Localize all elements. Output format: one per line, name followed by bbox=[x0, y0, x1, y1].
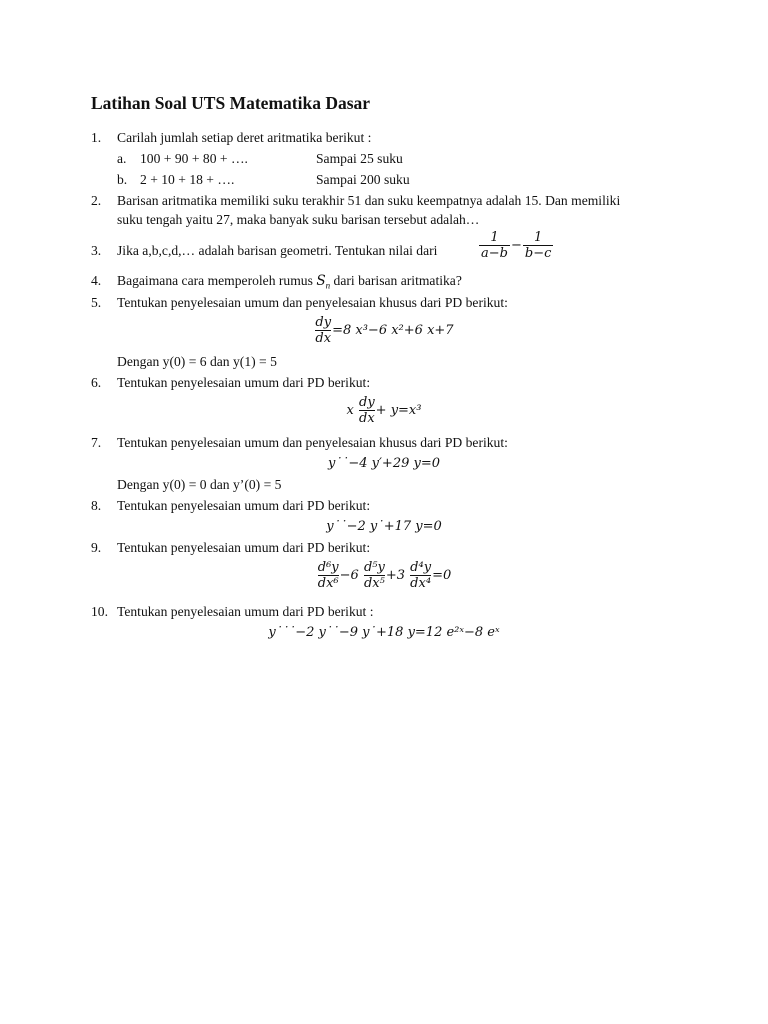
q9-f1-den: dx⁶ bbox=[317, 576, 339, 591]
q2-text-line2: suku tengah yaitu 27, maka banyak suku barisan tersebut adalah… bbox=[117, 212, 480, 227]
q5-number: 5. bbox=[91, 295, 102, 310]
q6-text: Tentukan penyelesaian umum dari PD berikut: bbox=[117, 375, 371, 390]
q6-pre: x bbox=[346, 403, 354, 418]
q9-f3-den: dx⁴ bbox=[410, 576, 432, 591]
q1-number: 1. bbox=[91, 130, 102, 145]
q7-text: Tentukan penyelesaian umum dan penyelesaian khusus dari PD berikut: bbox=[117, 435, 508, 450]
q3-minus: − bbox=[510, 238, 522, 253]
q3-number: 3. bbox=[91, 243, 102, 258]
q5-text: Tentukan penyelesaian umum dan penyelesaian khusus dari PD berikut: bbox=[117, 295, 508, 310]
q3-fraction-1 bbox=[479, 230, 510, 261]
q9-equation bbox=[0, 560, 768, 591]
q4-subscript: n bbox=[325, 280, 331, 291]
q4-text-after: dari barisan aritmatika? bbox=[333, 273, 462, 288]
q6-number: 6. bbox=[91, 375, 102, 390]
q1b-limit: Sampai 200 suku bbox=[316, 172, 410, 187]
q3-frac1-numerator: 1 bbox=[479, 230, 510, 246]
q5-rhs: =8 x³−6 x²+6 x+7 bbox=[332, 323, 454, 338]
q6-rhs: + y=x³ bbox=[375, 403, 422, 418]
q5-condition: Dengan y(0) = 6 dan y(1) = 5 bbox=[117, 354, 277, 369]
q1b-series: 2 + 10 + 18 + …. bbox=[140, 172, 235, 187]
q7-equation bbox=[0, 456, 768, 471]
q10-equation-text: y˙˙˙−2 y˙˙−9 y˙+18 y=12 e²ˣ−8 eˣ bbox=[268, 625, 500, 640]
q2-text-line1: Barisan aritmatika memiliki suku terakhir 51 dan suku keempatnya adalah 15. Dan memiliki bbox=[117, 193, 621, 208]
q9-op1: −6 bbox=[339, 568, 359, 583]
q3-frac1-denominator: a−b bbox=[481, 246, 508, 261]
q4-text-before: Bagaimana cara memperoleh rumus bbox=[117, 273, 313, 288]
q6-dy: dy bbox=[359, 395, 375, 410]
q4-number: 4. bbox=[91, 273, 102, 288]
q6-equation bbox=[0, 395, 768, 426]
q6-dx: dx bbox=[359, 411, 375, 426]
q2-number: 2. bbox=[91, 193, 102, 208]
q3-fraction-2 bbox=[523, 230, 554, 261]
q5-dx: dx bbox=[315, 331, 332, 346]
q7-equation-text: y˙˙−4 y′+29 y=0 bbox=[327, 456, 440, 471]
q10-equation bbox=[0, 625, 768, 640]
q10-text: Tentukan penyelesaian umum dari PD berikut : bbox=[117, 604, 374, 619]
q7-number: 7. bbox=[91, 435, 102, 450]
q9-rhs: =0 bbox=[432, 568, 452, 583]
q8-equation-text: y˙˙−2 y˙+17 y=0 bbox=[326, 519, 442, 534]
document-title: Latihan Soal UTS Matematika Dasar bbox=[91, 93, 371, 113]
q5-dy: dy bbox=[315, 315, 332, 330]
q8-equation bbox=[0, 519, 768, 534]
q1b-label: b. bbox=[117, 172, 128, 187]
q3-expression bbox=[478, 230, 554, 261]
q9-f2-den: dx⁵ bbox=[363, 576, 385, 591]
q9-f3-num: d⁴y bbox=[410, 560, 432, 575]
q9-text: Tentukan penyelesaian umum dari PD berikut: bbox=[117, 540, 371, 555]
q9-f1-num: d⁶y bbox=[317, 560, 339, 575]
q8-text: Tentukan penyelesaian umum dari PD berikut: bbox=[117, 498, 371, 513]
q3-frac2-denominator: b−c bbox=[524, 246, 552, 261]
q9-op2: +3 bbox=[385, 568, 406, 583]
q8-number: 8. bbox=[91, 498, 102, 513]
q1a-limit: Sampai 25 suku bbox=[316, 151, 403, 166]
q10-number: 10. bbox=[91, 604, 108, 619]
q4-symbol: S bbox=[316, 273, 326, 289]
q5-equation bbox=[0, 315, 768, 346]
q7-condition: Dengan y(0) = 0 dan y’(0) = 5 bbox=[117, 477, 282, 492]
q1-text: Carilah jumlah setiap deret aritmatika berikut : bbox=[117, 130, 372, 145]
q4-text bbox=[117, 273, 462, 294]
q9-number: 9. bbox=[91, 540, 102, 555]
q1a-series: 100 + 90 + 80 + …. bbox=[140, 151, 248, 166]
q1a-label: a. bbox=[117, 151, 127, 166]
q3-frac2-numerator: 1 bbox=[523, 230, 554, 246]
q9-f2-num: d⁵y bbox=[363, 560, 385, 575]
q3-text: Jika a,b,c,d,… adalah barisan geometri. Tentukan nilai dari bbox=[117, 243, 438, 258]
